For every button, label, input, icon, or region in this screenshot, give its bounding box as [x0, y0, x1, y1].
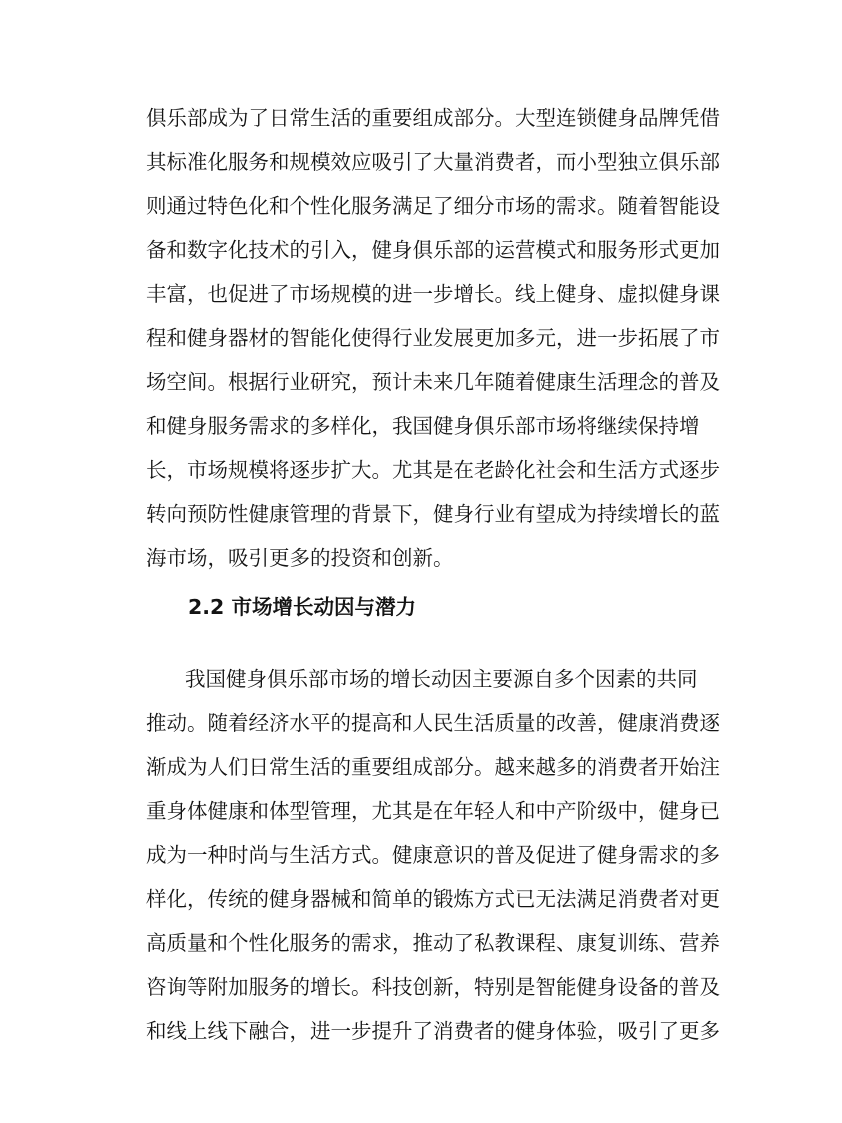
section-heading: 2.2 市场增长动因与潜力 — [188, 595, 416, 619]
paragraph-line: 海市场，吸引更多的投资和创新。 — [146, 546, 454, 570]
paragraph-line: 样化，传统的健身器械和简单的锻炼方式已无法满足消费者对更 — [146, 887, 720, 911]
paragraph-line: 渐成为人们日常生活的重要组成部分。越来越多的消费者开始注 — [146, 755, 720, 779]
paragraph-line: 丰富，也促进了市场规模的进一步增长。线上健身、虚拟健身课 — [146, 282, 720, 306]
paragraph-line: 场空间。根据行业研究，预计未来几年随着健康生活理念的普及 — [146, 370, 720, 394]
paragraph-line: 咨询等附加服务的增长。科技创新，特别是智能健身设备的普及 — [146, 975, 720, 999]
paragraph-line: 重身体健康和体型管理，尤其是在年轻人和中产阶级中，健身已 — [146, 799, 720, 823]
paragraph-line: 成为一种时尚与生活方式。健康意识的普及促进了健身需求的多 — [146, 843, 720, 867]
paragraph-line: 和线上线下融合，进一步提升了消费者的健身体验，吸引了更多 — [146, 1019, 720, 1043]
paragraph-line: 其标准化服务和规模效应吸引了大量消费者，而小型独立俱乐部 — [146, 150, 720, 174]
paragraph-line: 推动。随着经济水平的提高和人民生活质量的改善，健康消费逐 — [146, 711, 720, 735]
paragraph-line: 备和数字化技术的引入，健身俱乐部的运营模式和服务形式更加 — [146, 238, 720, 262]
paragraph-line: 程和健身器材的智能化使得行业发展更加多元，进一步拓展了市 — [146, 326, 720, 350]
paragraph-first-line: 我国健身俱乐部市场的增长动因主要源自多个因素的共同 — [185, 667, 698, 691]
paragraph-line: 高质量和个性化服务的需求，推动了私教课程、康复训练、营养 — [146, 931, 720, 955]
paragraph-line: 转向预防性健康管理的背景下，健身行业有望成为持续增长的蓝 — [146, 502, 720, 526]
paragraph-line: 则通过特色化和个性化服务满足了细分市场的需求。随着智能设 — [146, 194, 720, 218]
paragraph-line: 和健身服务需求的多样化，我国健身俱乐部市场将继续保持增 — [146, 414, 700, 438]
paragraph-line: 俱乐部成为了日常生活的重要组成部分。大型连锁健身品牌凭借 — [146, 106, 720, 130]
paragraph-line: 长，市场规模将逐步扩大。尤其是在老龄化社会和生活方式逐步 — [146, 458, 720, 482]
